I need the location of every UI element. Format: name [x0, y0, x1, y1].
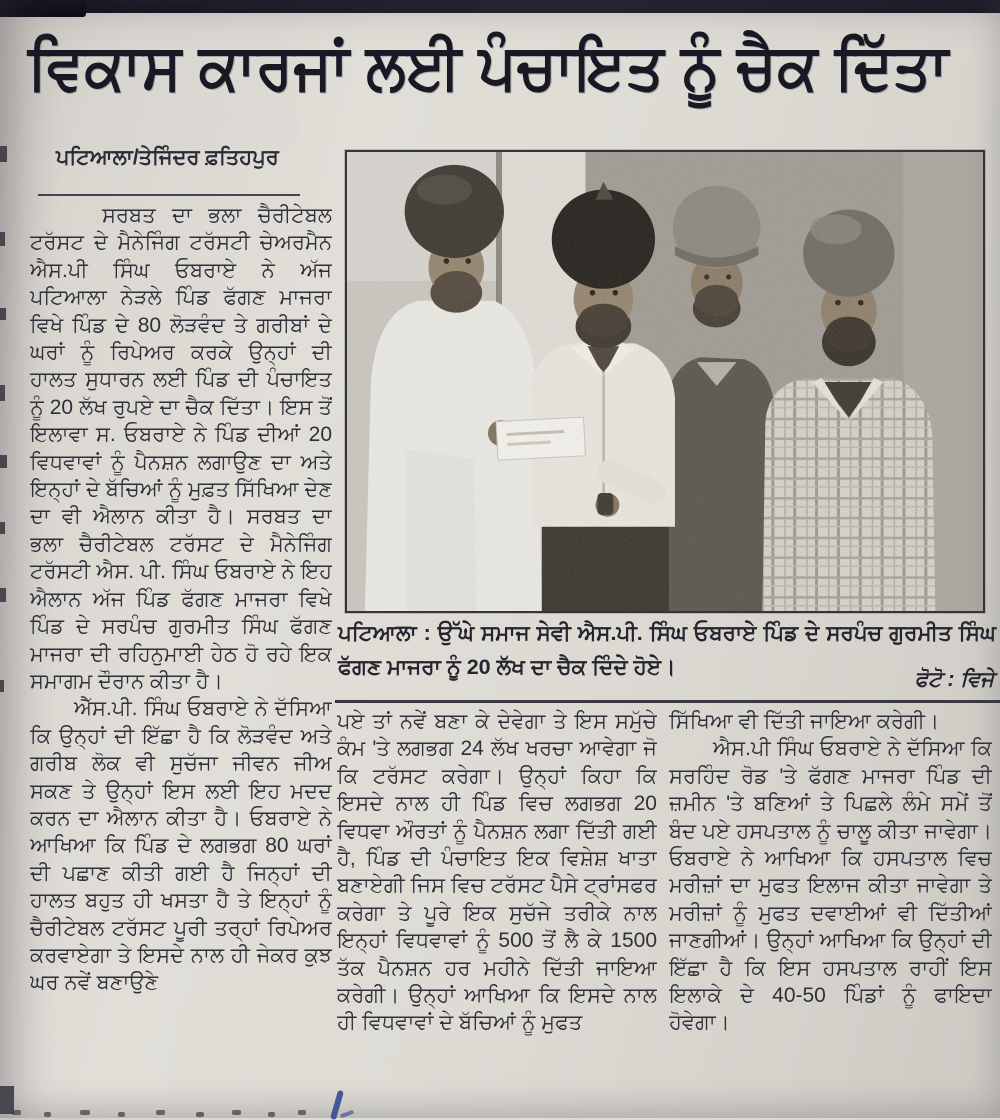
article-column-middle: [337, 708, 657, 1118]
photo-caption-block: [338, 616, 1000, 696]
article-headline: ਵਿਕਾਸ ਕਾਰਜਾਂ ਲਈ ਪੰਚਾਇਤ ਨੂੰ ਚੈਕ ਦਿੱਤਾ: [28, 31, 949, 103]
paragraph: ਐਸ.ਪੀ ਸਿੰਘ ਓਬਰਾਏ ਨੇ ਦੱਸਿਆ ਕਿ ਸਰਹਿੰਦ ਰੋਡ 'ਤੇ ਫੱਗਣ ਮਾਜਰਾ ਪਿੰਡ ਦੀ ਜ਼ਮੀਨ 'ਤੇ ਬਣਿਆਂ ਤੇ ਪਿਛਲੇ ਲੰਮੇ ਸਮੇਂ ਤੋਂ ਬੰਦ ਪਏ ਹਸਪਤਾਲ ਨੂੰ ਚਾਲੂ ਕੀਤਾ ਜਾਵੇਗਾ। ਓਬਰਾਏ ਨੇ ਆਖਿਆ ਕਿ ਹਸਪਤਾਲ ਵਿਚ ਮਰੀਜ਼ਾਂ ਦਾ ਮੁਫਤ ਇਲਾਜ ਕੀਤਾ ਜਾਵੇਗਾ ਤੇ ਮਰੀਜ਼ਾਂ ਨੂੰ ਮੁਫਤ ਦਵਾਈਆਂ ਵੀ ਦਿੱਤੀਆਂ ਜਾਣਗੀਆਂ। ਉਨ੍ਹਾਂ ਆਖਿਆ ਕਿ ਉਨ੍ਹਾਂ ਦੀ ਇੱਛਾ ਹੈ ਕਿ ਇਸ ਹਸਪਤਾਲ ਰਾਹੀਂ ਇਸ ਇਲਾਕੇ ਦੇ 40-50 ਪਿੰਡਾਂ ਨੂੰ ਫਾਇਦਾ ਹੋਵੇਗਾ।: [669, 737, 992, 1035]
print-artifact: [0, 455, 7, 468]
caption-rule: [335, 700, 1000, 703]
print-artifact: [0, 522, 5, 534]
article-byline: ਪਟਿਆਲਾ/ਤੇਜਿੰਦਰ ਫ਼ਤਿਹਪੁਰ: [56, 146, 279, 169]
paragraph: ਐੱਸ.ਪੀ. ਸਿੰਘ ਓਬਰਾਏ ਨੇ ਦੱਸਿਆ ਕਿ ਉਨ੍ਹਾਂ ਦੀ ਇੱਛਾ ਹੈ ਕਿ ਲੋੜਵੰਦ ਅਤੇ ਗਰੀਬ ਲੋਕ ਵੀ ਸੁਚੱਜਾ ਜੀਵਨ ਜੀਅ ਸਕਣ ਤੇ ਉਨ੍ਹਾਂ ਇਸ ਲਈ ਇਹ ਮਦਦ ਕਰਨ ਦਾ ਐਲਾਨ ਕੀਤਾ ਹੈ। ਓਬਰਾਏ ਨੇ ਆਖਿਆ ਕਿ ਪਿੰਡ ਦੇ ਲਗਭਗ 80 ਘਰਾਂ ਦੀ ਪਛਾਣ ਕੀਤੀ ਗਈ ਹੈ ਜਿਨ੍ਹਾਂ ਦੀ ਹਾਲਤ ਬਹੁਤ ਹੀ ਖਸਤਾ ਹੈ ਤੇ ਇਨ੍ਹਾਂ ਨੂੰ ਚੈਰੀਟੇਬਲ ਟਰੱਸਟ ਪੂਰੀ ਤਰ੍ਹਾਂ ਰਿਪੇਅਰ ਕਰਵਾਏਗਾ ਤੇ ਇਸਦੇ ਨਾਲ ਹੀ ਜੇਕਰ ਕੁਝ ਘਰ ਨਵੇਂ ਬਣਾਉਣੇ: [30, 697, 332, 995]
print-artifact: [0, 232, 5, 246]
print-artifact: [196, 1112, 204, 1117]
print-artifact: [0, 588, 6, 602]
cheque-presentation-photo-illustration: [347, 152, 983, 611]
print-artifact: [298, 1110, 306, 1115]
print-artifact: [12, 1110, 21, 1115]
print-artifact: [118, 1112, 125, 1117]
print-artifact: [44, 1112, 51, 1117]
print-artifact: [0, 385, 5, 401]
print-artifact: [0, 308, 6, 320]
print-artifact: [80, 1110, 90, 1115]
print-artifact: [0, 146, 7, 162]
article-column-right: [669, 708, 992, 1118]
photo-credit: ਫੋਟੋ : ਵਿਜੇ: [914, 668, 994, 691]
print-artifact: [156, 1110, 165, 1115]
article-column-left: [30, 202, 332, 1118]
paragraph: ਸਿੱਖਿਆ ਵੀ ਦਿੱਤੀ ਜਾਇਆ ਕਰੇਗੀ।: [669, 710, 940, 733]
paragraph: ਸਰਬਤ ਦਾ ਭਲਾ ਚੈਰੀਟੇਬਲ ਟਰੱਸਟ ਦੇ ਮੈਨੇਜਿੰਗ ਟਰੱਸਟੀ ਚੇਅਰਮੈਨ ਐਸ.ਪੀ ਸਿੰਘ ਓਬਰਾਏ ਨੇ ਅੱਜ ਪਟਿਆਲਾ ਨੇੜਲੇ ਪਿੰਡ ਫੱਗਣ ਮਾਜਰਾ ਵਿਖੇ ਪਿੰਡ ਦੇ 80 ਲੋੜਵੰਦ ਤੇ ਗਰੀਬਾਂ ਦੇ ਘਰਾਂ ਨੂੰ ਰਿਪੇਅਰ ਕਰਕੇ ਉਨ੍ਹਾਂ ਦੀ ਹਾਲਤ ਸੁਧਾਰਨ ਲਈ ਪਿੰਡ ਦੀ ਪੰਚਾਇਤ ਨੂੰ 20 ਲੱਖ ਰੁਪਏ ਦਾ ਚੈਕ ਦਿੱਤਾ। ਇਸ ਤੋਂ ਇਲਾਵਾ ਸ. ਓਬਰਾਏ ਨੇ ਪਿੰਡ ਦੀਆਂ 20 ਵਿਧਵਾਵਾਂ ਨੂੰ ਪੈਨਸ਼ਨ ਲਗਾਉਣ ਦਾ ਅਤੇ ਇਨ੍ਹਾਂ ਦੇ ਬੱਚਿਆਂ ਨੂੰ ਮੁਫ਼ਤ ਸਿੱਖਿਆ ਦੇਣ ਦਾ ਵੀ ਐਲਾਨ ਕੀਤਾ ਹੈ। ਸਰਬਤ ਦਾ ਭਲਾ ਚੈਰੀਟੇਬਲ ਟਰੱਸਟ ਦੇ ਮੈਨੇਜਿੰਗ ਟਰੱਸਟੀ ਐਸ. ਪੀ. ਸਿੰਘ ਓਬਰਾਏ ਨੇ ਇਹ ਐਲਾਨ ਅੱਜ ਪਿੰਡ ਫੱਗਣ ਮਾਜਰਾ ਵਿਖੇ ਪਿੰਡ ਦੇ ਸਰਪੰਚ ਗੁਰਮੀਤ ਸਿੰਘ ਫੱਗਣ ਮਾਜਰਾ ਦੀ ਰਹਿਨੁਮਾਈ ਹੇਠ ਹੋ ਰਹੇ ਇਕ ਸਮਾਗਮ ਦੌਰਾਨ ਕੀਤਾ ਹੈ।: [30, 204, 332, 693]
print-artifact: [232, 1110, 241, 1115]
page-top-rule-left: [0, 0, 86, 17]
article-photo: [345, 150, 985, 613]
paragraph: ਪਏ ਤਾਂ ਨਵੇਂ ਬਣਾ ਕੇ ਦੇਵੇਗਾ ਤੇ ਇਸ ਸਮੁੱਚੇ ਕੰਮ 'ਤੇ ਲਗਭਗ 24 ਲੱਖ ਖਰਚਾ ਆਵੇਗਾ ਜੋ ਕਿ ਟਰੱਸਟ ਕਰੇਗਾ। ਉਨ੍ਹਾਂ ਕਿਹਾ ਕਿ ਇਸਦੇ ਨਾਲ ਹੀ ਪਿੰਡ ਵਿਚ ਲਗਭਗ 20 ਵਿਧਵਾ ਔਰਤਾਂ ਨੂੰ ਪੈਨਸ਼ਨ ਲਗਾ ਦਿੱਤੀ ਗਈ ਹੈ, ਪਿੰਡ ਦੀ ਪੰਚਾਇਤ ਇਕ ਵਿਸ਼ੇਸ਼ ਖਾਤਾ ਬਣਾਏਗੀ ਜਿਸ ਵਿਚ ਟਰੱਸਟ ਪੈਸੇ ਟ੍ਰਾਂਸਫਰ ਕਰੇਗਾ ਤੇ ਪੂਰੇ ਇਕ ਸੁਚੱਜੇ ਤਰੀਕੇ ਨਾਲ ਇਨ੍ਹਾਂ ਵਿਧਵਾਵਾਂ ਨੂੰ 500 ਤੋਂ ਲੈ ਕੇ 1500 ਤੱਕ ਪੈਨਸ਼ਨ ਹਰ ਮਹੀਨੇ ਦਿੱਤੀ ਜਾਇਆ ਕਰੇਗੀ। ਉਨ੍ਹਾਂ ਆਖਿਆ ਕਿ ਇਸਦੇ ਨਾਲ ਹੀ ਵਿਧਵਾਵਾਂ ਦੇ ਬੱਚਿਆਂ ਨੂੰ ਮੁਫਤ: [337, 710, 657, 1035]
page-top-rule: [0, 0, 1000, 13]
byline-rule: [38, 194, 300, 196]
photo-caption: ਪਟਿਆਲਾ : ਉੱਘੇ ਸਮਾਜ ਸੇਵੀ ਐਸ.ਪੀ. ਸਿੰਘ ਓਬਰਾਏ ਪਿੰਡ ਦੇ ਸਰਪੰਚ ਗੁਰਮੀਤ ਸਿੰਘ ਫੱਗਣ ਮਾਜਰਾ ਨੂੰ 20 ਲੱਖ ਦਾ ਚੈਕ ਦਿੰਦੇ ਹੋਏ।: [338, 621, 996, 679]
print-artifact: [268, 1112, 275, 1117]
print-artifact: [0, 680, 4, 692]
